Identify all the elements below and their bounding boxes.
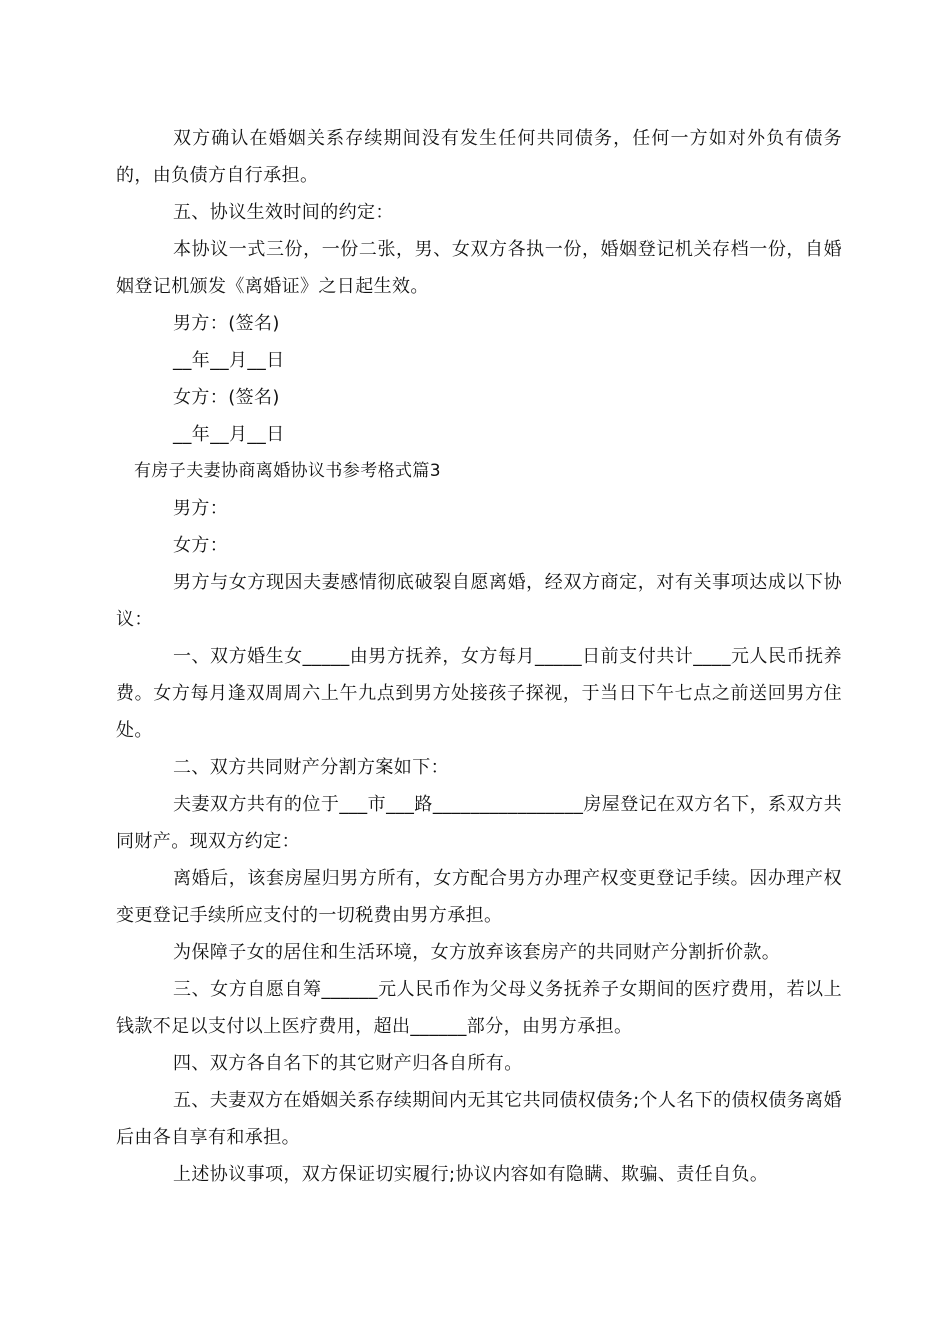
paragraph-other-property: 四、双方各自名下的其它财产归各自所有。 — [173, 1053, 523, 1074]
paragraph-house-ownership: 离婚后，该套房屋归男方所有，女方配合男方办理产权变更登记手续。因办理产权变更登记手续所应支付的一切税费由男方承担。 — [116, 868, 842, 926]
paragraph-section-five-heading: 五、协议生效时间的约定： — [173, 202, 394, 223]
paragraph-property-heading: 二、双方共同财产分割方案如下： — [173, 757, 449, 778]
section-title: 有房子夫妻协商离婚协议书参考格式篇3 — [134, 461, 442, 481]
paragraph-medical-costs: 三、女方自愿自筹______元人民币作为父母义务抚养子女期间的医疗费用，若以上钱款不足以支付以上医疗费用，超出______部分，由男方承担。 — [116, 979, 842, 1037]
female-signature-line: 女方：(签名) — [173, 387, 280, 408]
paragraph-guarantee: 上述协议事项，双方保证切实履行;协议内容如有隐瞒、欺骗、责任自负。 — [173, 1164, 769, 1185]
document-body — [116, 120, 842, 1193]
paragraph-waiver: 为保障子女的居住和生活环境，女方放弃该套房产的共同财产分割折价款。 — [173, 942, 781, 963]
male-signature-line: 男方：(签名) — [173, 313, 280, 334]
female-party-line: 女方： — [173, 535, 229, 556]
paragraph-intro: 男方与女方现因夫妻感情彻底破裂自愿离婚，经双方商定，对有关事项达成以下协议： — [116, 572, 842, 630]
paragraph-debt-confirmation: 双方确认在婚姻关系存续期间没有发生任何共同债务，任何一方如对外负有债务的，由负债方自行承担。 — [116, 128, 842, 186]
paragraph-custody: 一、双方婚生女_____由男方抚养，女方每月_____日前支付共计____元人民币抚养费。女方每月逢双周周六上午九点到男方处接孩子探视，于当日下午七点之前送回男方住处。 — [116, 646, 842, 741]
female-date-line: __年__月__日 — [173, 424, 285, 445]
paragraph-property-location: 夫妻双方共有的位于___市___路________________房屋登记在双方名下，系双方共同财产。现双方约定： — [116, 794, 842, 852]
male-date-line: __年__月__日 — [173, 350, 285, 371]
paragraph-debts: 五、夫妻双方在婚姻关系存续期间内无其它共同债权债务;个人名下的债权债务离婚后由各自享有和承担。 — [116, 1090, 842, 1148]
paragraph-effective-terms: 本协议一式三份，一份二张，男、女双方各执一份，婚姻登记机关存档一份，自婚姻登记机颁发《离婚证》之日起生效。 — [116, 239, 842, 297]
male-party-line: 男方： — [173, 498, 229, 519]
